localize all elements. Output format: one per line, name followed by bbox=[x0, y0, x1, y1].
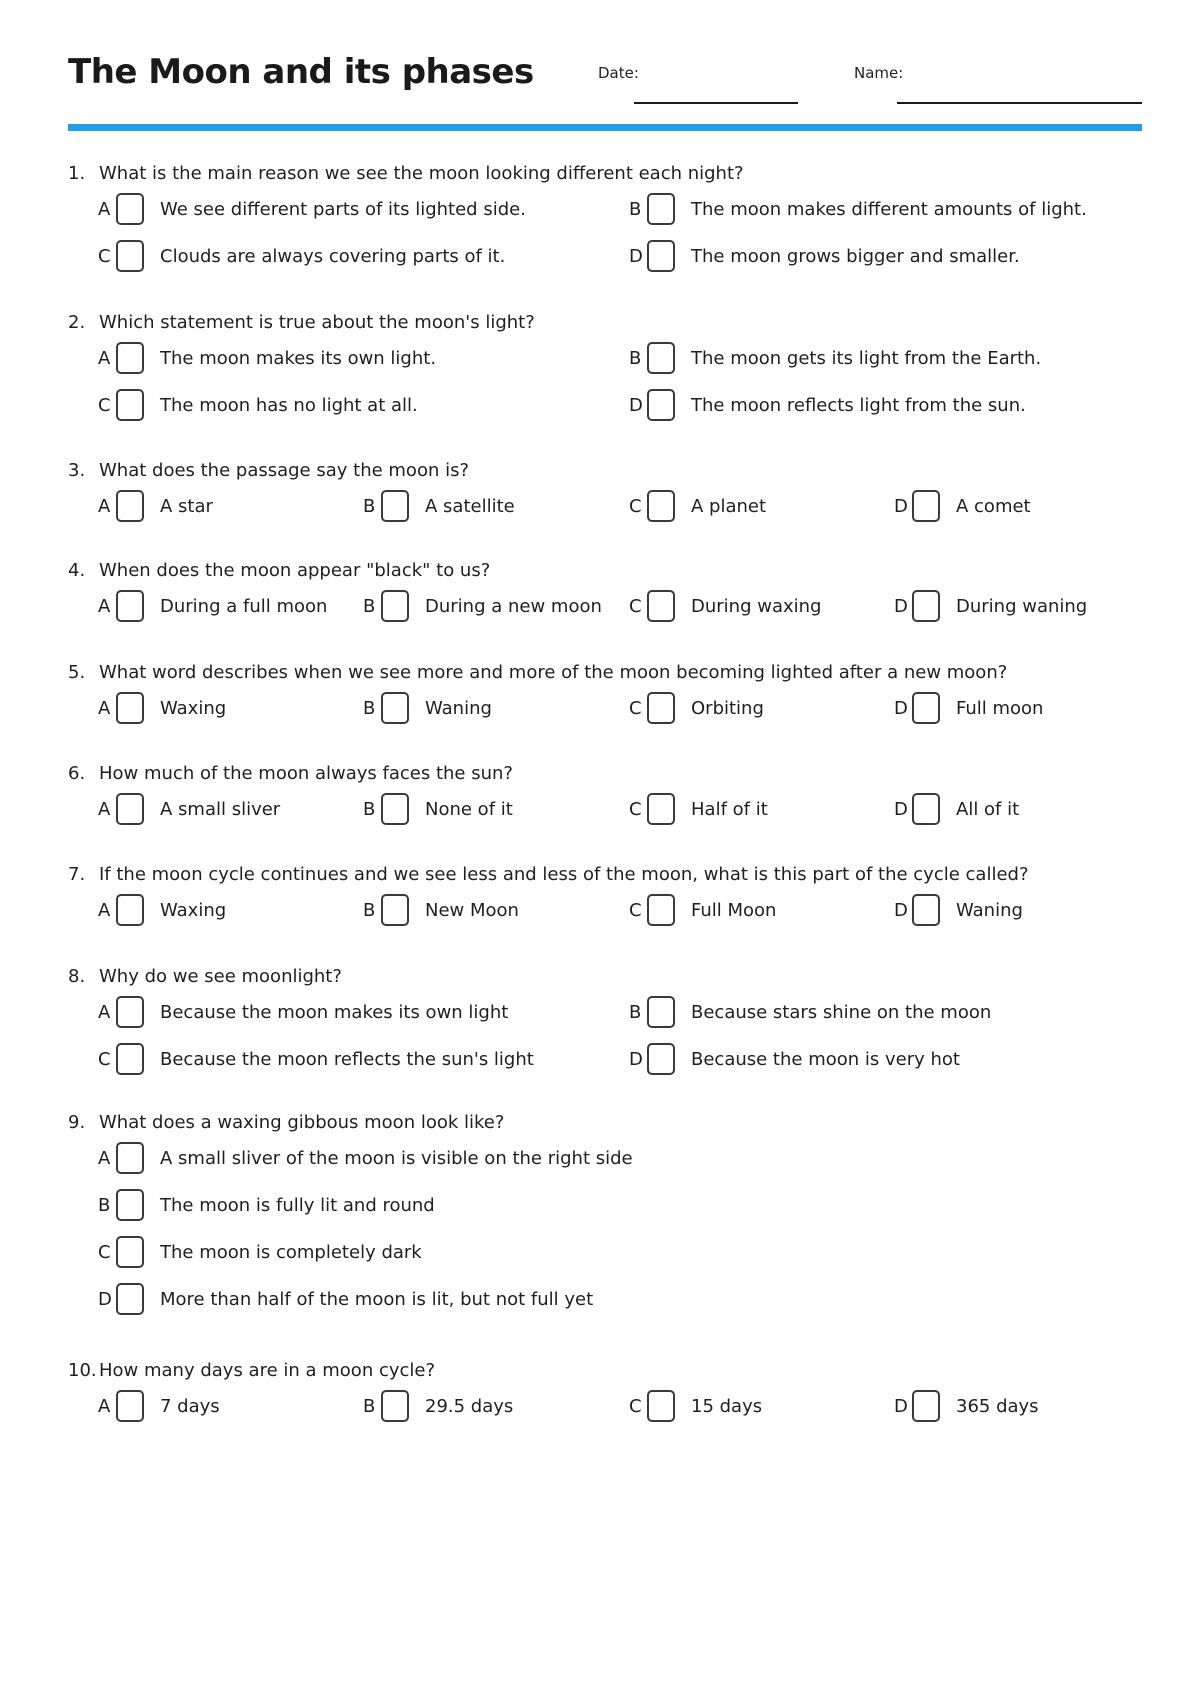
option-letter: A bbox=[98, 1396, 111, 1417]
answer-checkbox[interactable] bbox=[912, 894, 940, 926]
question-number: 9. bbox=[68, 1112, 86, 1133]
option-letter: C bbox=[98, 395, 111, 416]
option-text: Waning bbox=[956, 900, 1023, 921]
option-letter: C bbox=[629, 1396, 642, 1417]
option-text: A satellite bbox=[425, 496, 515, 517]
page-title: The Moon and its phases bbox=[68, 52, 534, 92]
option-letter: C bbox=[629, 900, 642, 921]
question-text bbox=[68, 560, 490, 581]
option-text: The moon gets its light from the Earth. bbox=[691, 348, 1042, 369]
option-letter: B bbox=[363, 799, 376, 820]
option-letter: A bbox=[98, 496, 111, 517]
answer-checkbox[interactable] bbox=[647, 240, 675, 272]
question-text bbox=[68, 163, 744, 184]
option-letter: D bbox=[894, 698, 908, 719]
header-divider bbox=[68, 124, 1142, 131]
question-prompt: What is the main reason we see the moon looking different each night? bbox=[99, 163, 744, 184]
question-number: 2. bbox=[68, 312, 86, 333]
option-letter: A bbox=[98, 596, 111, 617]
answer-checkbox[interactable] bbox=[116, 590, 144, 622]
option-text: Waning bbox=[425, 698, 492, 719]
answer-checkbox[interactable] bbox=[647, 996, 675, 1028]
answer-checkbox[interactable] bbox=[912, 590, 940, 622]
answer-checkbox[interactable] bbox=[647, 590, 675, 622]
answer-checkbox[interactable] bbox=[116, 1236, 144, 1268]
option-letter: B bbox=[98, 1195, 111, 1216]
answer-checkbox[interactable] bbox=[912, 490, 940, 522]
option-text: All of it bbox=[956, 799, 1020, 820]
option-text: The moon has no light at all. bbox=[160, 395, 418, 416]
option-text: None of it bbox=[425, 799, 513, 820]
option-letter: C bbox=[629, 799, 642, 820]
option-letter: B bbox=[363, 698, 376, 719]
option-text: During a new moon bbox=[425, 596, 602, 617]
option-text: Because stars shine on the moon bbox=[691, 1002, 992, 1023]
worksheet-header bbox=[68, 0, 1142, 140]
question-text bbox=[68, 1112, 504, 1133]
option-text: New Moon bbox=[425, 900, 519, 921]
question-number: 7. bbox=[68, 864, 86, 885]
answer-checkbox[interactable] bbox=[116, 1043, 144, 1075]
option-letter: A bbox=[98, 348, 111, 369]
option-letter: A bbox=[98, 900, 111, 921]
question-text bbox=[68, 1360, 435, 1381]
option-letter: D bbox=[894, 496, 908, 517]
option-letter: A bbox=[98, 1002, 111, 1023]
answer-checkbox[interactable] bbox=[647, 389, 675, 421]
question-text bbox=[68, 966, 342, 987]
option-letter: D bbox=[894, 1396, 908, 1417]
name-field[interactable] bbox=[897, 102, 1142, 104]
answer-checkbox[interactable] bbox=[381, 894, 409, 926]
option-letter: B bbox=[629, 1002, 642, 1023]
answer-checkbox[interactable] bbox=[116, 793, 144, 825]
option-text: During a full moon bbox=[160, 596, 328, 617]
option-text: The moon is fully lit and round bbox=[160, 1195, 435, 1216]
answer-checkbox[interactable] bbox=[116, 490, 144, 522]
option-letter: B bbox=[363, 496, 376, 517]
answer-checkbox[interactable] bbox=[116, 996, 144, 1028]
answer-checkbox[interactable] bbox=[116, 342, 144, 374]
answer-checkbox[interactable] bbox=[116, 1142, 144, 1174]
option-text: A comet bbox=[956, 496, 1031, 517]
question-prompt: Which statement is true about the moon's light? bbox=[99, 312, 535, 333]
answer-checkbox[interactable] bbox=[912, 1390, 940, 1422]
option-text: Full Moon bbox=[691, 900, 777, 921]
option-letter: C bbox=[629, 596, 642, 617]
option-letter: D bbox=[629, 395, 643, 416]
question-number: 4. bbox=[68, 560, 86, 581]
answer-checkbox[interactable] bbox=[381, 1390, 409, 1422]
question-text bbox=[68, 312, 535, 333]
date-field[interactable] bbox=[634, 102, 798, 104]
option-letter: B bbox=[363, 1396, 376, 1417]
answer-checkbox[interactable] bbox=[647, 1043, 675, 1075]
option-letter: C bbox=[98, 246, 111, 267]
answer-checkbox[interactable] bbox=[116, 389, 144, 421]
answer-checkbox[interactable] bbox=[116, 1283, 144, 1315]
option-letter: A bbox=[98, 698, 111, 719]
option-letter: D bbox=[629, 1049, 643, 1070]
question-prompt: Why do we see moonlight? bbox=[99, 966, 342, 987]
option-text: Clouds are always covering parts of it. bbox=[160, 246, 506, 267]
question-prompt: What word describes when we see more and more of the moon becoming lighted after a new moon? bbox=[99, 662, 1008, 683]
answer-checkbox[interactable] bbox=[647, 193, 675, 225]
answer-checkbox[interactable] bbox=[381, 793, 409, 825]
option-text: Half of it bbox=[691, 799, 768, 820]
option-letter: C bbox=[629, 496, 642, 517]
option-text: A star bbox=[160, 496, 213, 517]
option-text: A small sliver bbox=[160, 799, 281, 820]
option-text: We see different parts of its lighted side. bbox=[160, 199, 526, 220]
option-text: More than half of the moon is lit, but not full yet bbox=[160, 1289, 594, 1310]
option-letter: A bbox=[98, 199, 111, 220]
option-text: During waning bbox=[956, 596, 1088, 617]
option-text: Because the moon is very hot bbox=[691, 1049, 960, 1070]
option-text: The moon makes its own light. bbox=[160, 348, 437, 369]
option-letter: A bbox=[98, 1148, 111, 1169]
option-text: Full moon bbox=[956, 698, 1044, 719]
answer-checkbox[interactable] bbox=[116, 692, 144, 724]
option-text: 29.5 days bbox=[425, 1396, 514, 1417]
option-letter: A bbox=[98, 799, 111, 820]
question-prompt: How much of the moon always faces the sun? bbox=[99, 763, 513, 784]
option-text: A small sliver of the moon is visible on the right side bbox=[160, 1148, 633, 1169]
question-prompt: How many days are in a moon cycle? bbox=[99, 1360, 436, 1381]
option-text: Orbiting bbox=[691, 698, 764, 719]
answer-checkbox[interactable] bbox=[912, 692, 940, 724]
option-letter: C bbox=[629, 698, 642, 719]
option-letter: C bbox=[98, 1242, 111, 1263]
question-number: 3. bbox=[68, 460, 86, 481]
option-letter: B bbox=[363, 900, 376, 921]
question-text bbox=[68, 763, 513, 784]
option-letter: D bbox=[98, 1289, 112, 1310]
answer-checkbox[interactable] bbox=[116, 894, 144, 926]
answer-checkbox[interactable] bbox=[381, 490, 409, 522]
question-number: 8. bbox=[68, 966, 86, 987]
question-number: 6. bbox=[68, 763, 86, 784]
option-text: Because the moon reflects the sun's light bbox=[160, 1049, 534, 1070]
answer-checkbox[interactable] bbox=[647, 1390, 675, 1422]
question-number: 1. bbox=[68, 163, 86, 184]
answer-checkbox[interactable] bbox=[647, 342, 675, 374]
option-text: 365 days bbox=[956, 1396, 1039, 1417]
option-letter: D bbox=[894, 799, 908, 820]
question-prompt: What does the passage say the moon is? bbox=[99, 460, 470, 481]
option-letter: D bbox=[894, 596, 908, 617]
option-text: 15 days bbox=[691, 1396, 763, 1417]
option-letter: C bbox=[98, 1049, 111, 1070]
answer-checkbox[interactable] bbox=[647, 692, 675, 724]
option-letter: B bbox=[363, 596, 376, 617]
question-number: 5. bbox=[68, 662, 86, 683]
question-prompt: What does a waxing gibbous moon look like? bbox=[99, 1112, 505, 1133]
option-letter: D bbox=[629, 246, 643, 267]
answer-checkbox[interactable] bbox=[381, 692, 409, 724]
option-text: Waxing bbox=[160, 900, 227, 921]
question-text bbox=[68, 460, 469, 481]
answer-checkbox[interactable] bbox=[912, 793, 940, 825]
question-prompt: If the moon cycle continues and we see less and less of the moon, what is this part of the cycle called? bbox=[99, 864, 1029, 885]
option-text: A planet bbox=[691, 496, 767, 517]
question-text bbox=[68, 864, 1029, 885]
option-text: 7 days bbox=[160, 1396, 220, 1417]
question-text bbox=[68, 662, 1007, 683]
question-number: 10. bbox=[68, 1360, 97, 1381]
answer-checkbox[interactable] bbox=[116, 193, 144, 225]
question-prompt: When does the moon appear "black" to us? bbox=[99, 560, 491, 581]
answer-checkbox[interactable] bbox=[647, 490, 675, 522]
answer-checkbox[interactable] bbox=[647, 894, 675, 926]
name-label: Name: bbox=[854, 64, 904, 82]
answer-checkbox[interactable] bbox=[116, 1390, 144, 1422]
option-letter: D bbox=[894, 900, 908, 921]
option-text: The moon is completely dark bbox=[160, 1242, 422, 1263]
answer-checkbox[interactable] bbox=[647, 793, 675, 825]
answer-checkbox[interactable] bbox=[381, 590, 409, 622]
answer-checkbox[interactable] bbox=[116, 1189, 144, 1221]
option-letter: B bbox=[629, 348, 642, 369]
option-text: The moon grows bigger and smaller. bbox=[691, 246, 1020, 267]
option-text: The moon reflects light from the sun. bbox=[691, 395, 1026, 416]
option-text: Waxing bbox=[160, 698, 227, 719]
option-text: During waxing bbox=[691, 596, 822, 617]
option-text: The moon makes different amounts of light. bbox=[691, 199, 1087, 220]
date-label: Date: bbox=[598, 64, 639, 82]
option-letter: B bbox=[629, 199, 642, 220]
answer-checkbox[interactable] bbox=[116, 240, 144, 272]
option-text: Because the moon makes its own light bbox=[160, 1002, 509, 1023]
